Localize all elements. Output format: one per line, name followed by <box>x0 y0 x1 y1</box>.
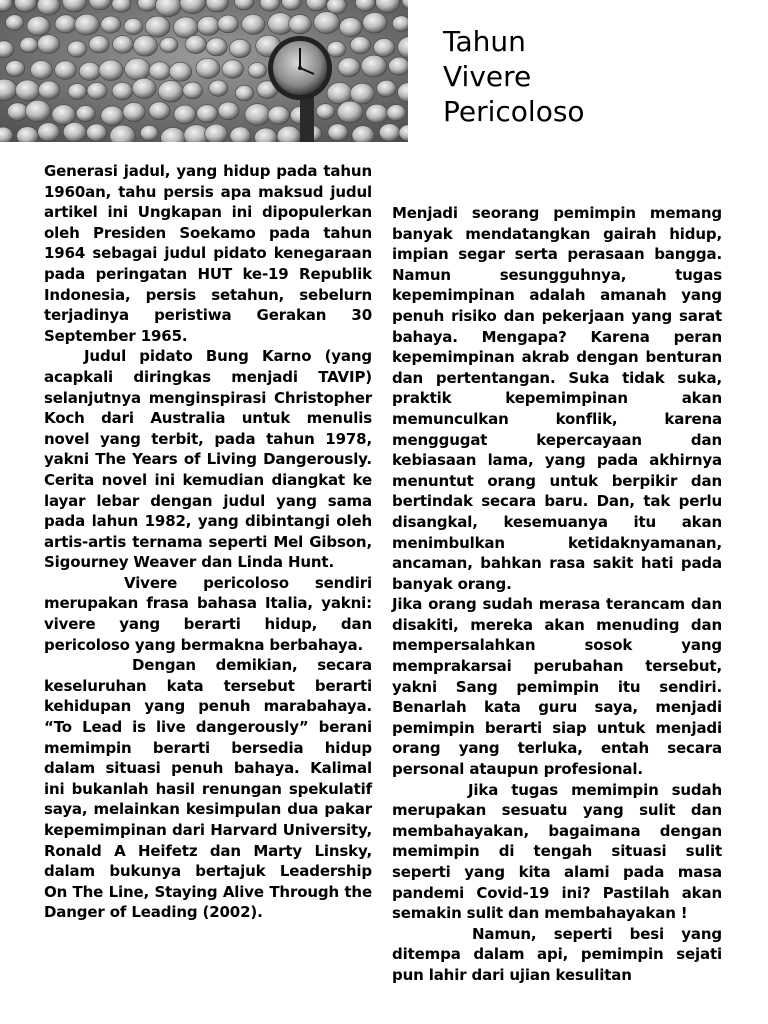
paragraph: Namun, seperti besi yang ditempa dalam api, pemimpin sejati pun lahir dari ujian kesulitan <box>392 924 722 984</box>
right-column <box>392 203 722 986</box>
header-photo-coins-clock <box>0 0 408 142</box>
paragraph: Generasi jadul, yang hidup pada tahun 1960an, tahu persis apa maksud judul artikel ini Ungkapan ini dipopulerkan oleh Presiden Soekamo pada tahun 1964 sebagai judul pidato kenegaraan pada peringatan HUT ke-19 Republik Indonesia, persis setahun, sebelurn terjadinya peristiwa Gerakan 30 September 1965. <box>44 162 372 345</box>
paragraph: Judul pidato Bung Karno (yang acapkali diringkas menjadi TAVIP) selanjutnya menginspirasi Christopher Koch dari Australia untuk menulis novel yang terbit, pada tahun 1978, yakni The Years of Living Dangerously. Cerita novel ini kemudian diangkat ke layar lebar dengan judul yang sama pada lahun 1982, yang dibintangi oleh artis-artis ternama seperti Mel Gibson, Sigourney Weaver dan Linda Hunt. <box>44 347 372 572</box>
paragraph: Jika orang sudah merasa terancam dan disakiti, mereka akan menuding dan mempersalahkan sosok yang memprakarsai perubahan tersebut, yakni Sang pemimpin itu sendiri. Benarlah kata guru saya, menjadi pemimpin berarti siap untuk menjadi orang yang terluka, entah secara personal ataupun profesional. <box>392 595 722 779</box>
paragraph: Dengan demikian, secara keseluruhan kata tersebut berarti kehidupan yang penuh marabahaya. “To Lead is live dangerously” berani memimpin berarti bersedia hidup dalam situasi penuh bahaya. Kalimal ini bukanlah hasil renungan spekulatif saya, melainkan kesimpulan dua pakar kepemimpinan dari Harvard University, Ronald A Heifetz dan Marty Linsky, dalam bukunya bertajuk Leadership On The Line, Staying Alive Through the Danger of Leading (2002). <box>44 656 372 922</box>
paragraph: Menjadi seorang pemimpin memang banyak mendatangkan gairah hidup, impian segar serta perasaan bangga. Namun sesungguhnya, tugas kepemimpinan adalah amanah yang penuh risiko dan pekerjaan yang sarat bahaya. Mengapa? Karena peran kepemimpinan akrab dengan benturan dan pertentangan. Suka tidak suka, praktik kepemimpinan akan memunculkan konflik, karena menggugat kepercayaan dan kebiasaan lama, yang pada akhirnya menuntut orang untuk berpikir dan bertindak secara baru. Dan, tak perlu disangkal, kesemuanya itu akan menimbulkan ketidaknyamanan, ancaman, bahkan rasa sakit hati pada banyak orang. <box>392 204 722 593</box>
title-line-2: Vivere <box>443 60 532 93</box>
article-title <box>443 24 585 129</box>
left-column <box>44 161 372 923</box>
title-line-1: Tahun <box>443 25 526 58</box>
paragraph: Vivere pericoloso sendiri merupakan frasa bahasa Italia, yakni: vivere yang berarti hidup, dan pericoloso yang bermakna berbahaya. <box>44 573 372 654</box>
paragraph: Jika tugas memimpin sudah merupakan sesuatu yang sulit dan membahayakan, bagaimana dengan memimpin di tengah situasi sulit seperti yang kita alami pada masa pandemi Covid-19 ini? Pastilah akan semakin sulit dan membahayakan ! <box>392 780 722 923</box>
title-line-3: Pericoloso <box>443 95 585 128</box>
coins-pattern <box>0 0 408 142</box>
